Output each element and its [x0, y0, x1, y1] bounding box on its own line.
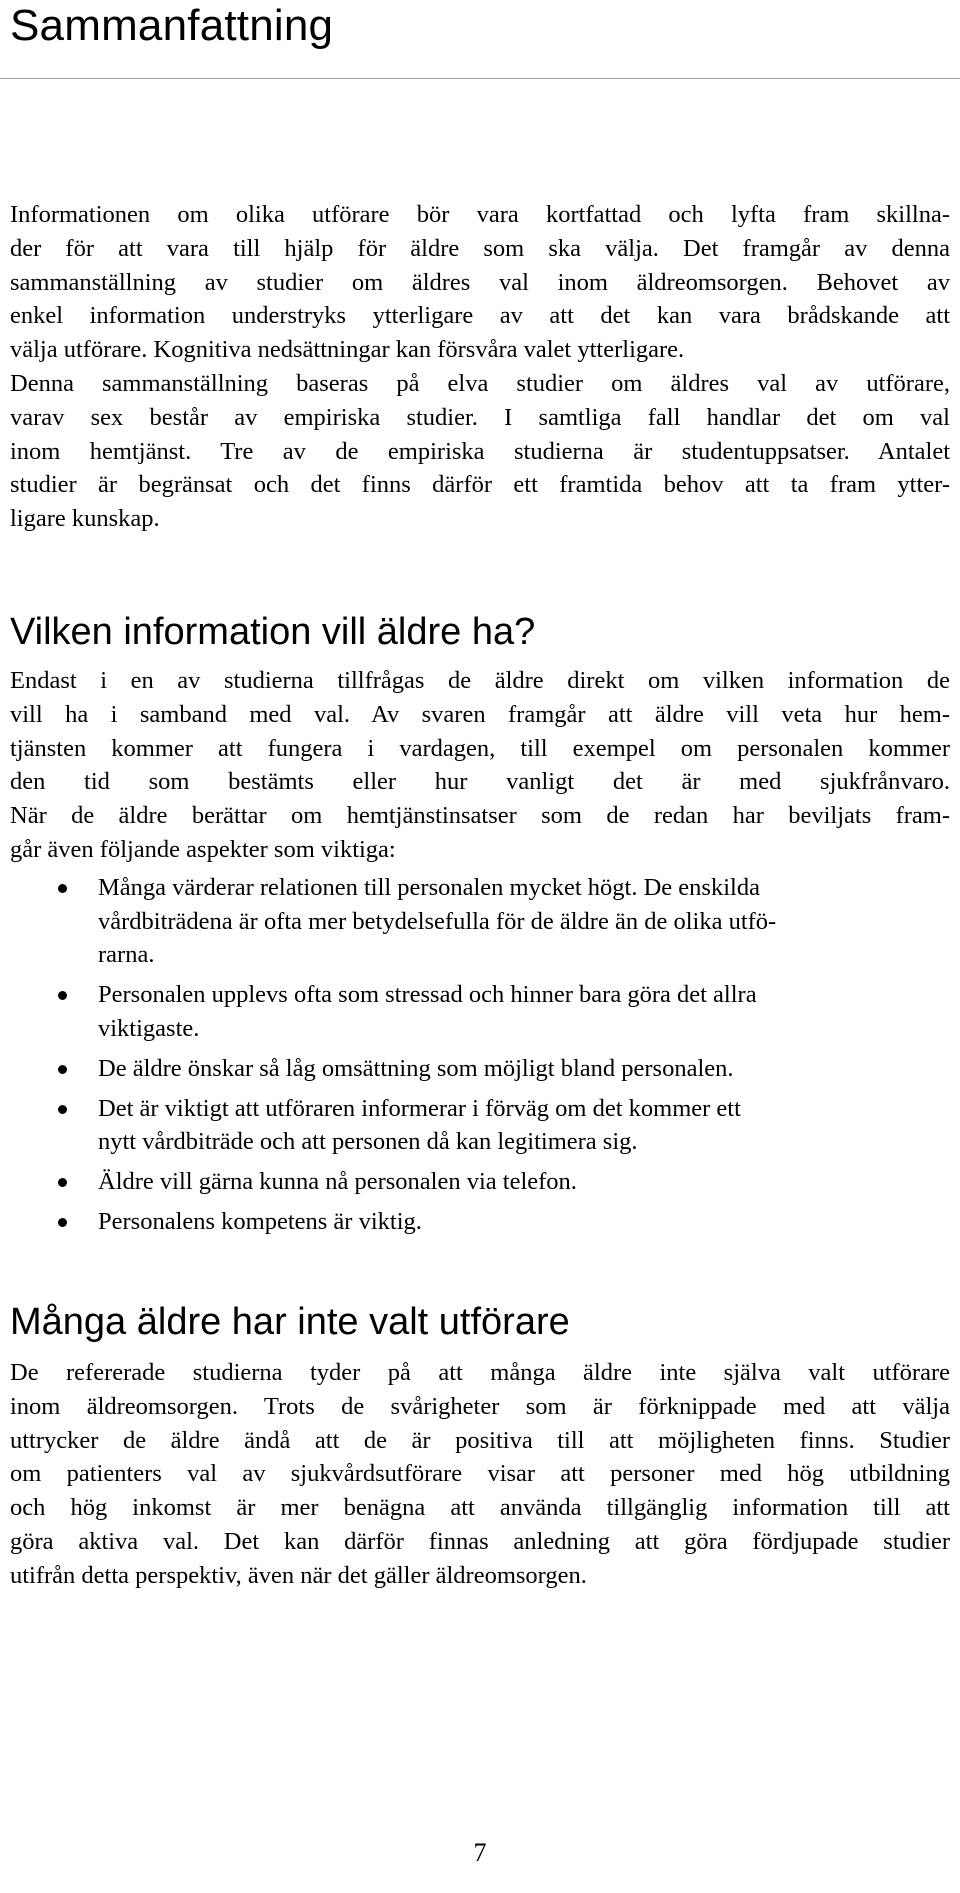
info-line: vill ha i samband med val. Av svaren framgår att äldre vill veta hur hem-	[10, 700, 950, 728]
information-section	[10, 610, 950, 1245]
list-item-line: viktigaste.	[98, 1014, 200, 1042]
list-item-line: nytt vårdbiträde och att personen då kan legitimera sig.	[98, 1128, 638, 1156]
list-item	[10, 978, 950, 1046]
intro-line: studier är begränsat och det finns därför ett framtida behov att ta fram ytter-	[10, 471, 950, 499]
many-line: och hög inkomst är mer benägna att använda tillgänglig information till att	[10, 1494, 950, 1522]
list-item-line: Många värderar relationen till personalen mycket högt. De enskilda	[98, 873, 760, 901]
information-paragraph	[10, 664, 950, 867]
list-item-line: vårdbiträdena är ofta mer betydelsefulla för de äldre än de olika utfö-	[98, 907, 777, 935]
intro-line: enkel information understryks ytterligare av att det kan vara brådskande att	[10, 302, 950, 330]
intro-line: ligare kunskap.	[10, 505, 160, 533]
list-item	[10, 1165, 950, 1199]
list-item-line: Personalen upplevs ofta som stressad och hinner bara göra det allra	[98, 981, 757, 1009]
list-item	[10, 1205, 950, 1239]
list-item-line: Personalens kompetens är viktig.	[98, 1207, 422, 1235]
section-heading-information: Vilken information vill äldre ha?	[10, 611, 536, 653]
list-item-line: De äldre önskar så låg omsättning som möjligt bland personalen.	[98, 1054, 734, 1082]
intro-section	[10, 198, 950, 536]
info-line: När de äldre berättar om hemtjänstinsatser som de redan har beviljats fram-	[10, 802, 950, 830]
page-title: Sammanfattning	[10, 1, 334, 50]
intro-line: varav sex består av empiriska studier. I samtliga fall handlar det om val	[10, 403, 950, 431]
list-item	[10, 1092, 950, 1160]
intro-line: sammanställning av studier om äldres val inom äldreomsorgen. Behovet av	[10, 268, 950, 296]
page-number: 7	[473, 1838, 487, 1867]
many-line: utifrån detta perspektiv, även när det gäller äldreomsorgen.	[10, 1561, 587, 1589]
list-item	[10, 871, 950, 972]
many-line: inom äldreomsorgen. Trots de svårigheter som är förknippade med att välja	[10, 1392, 950, 1420]
bullet-icon	[58, 991, 67, 1000]
intro-line: Denna sammanställning baseras på elva studier om äldres val av utförare,	[10, 369, 950, 397]
many-line: om patienters val av sjukvårdsutförare visar att personer med hög utbildning	[10, 1460, 950, 1488]
section-heading-not-chosen: Många äldre har inte valt utförare	[10, 1301, 570, 1343]
not-chosen-paragraph	[10, 1356, 950, 1593]
info-line: Endast i en av studierna tillfrågas de äldre direkt om vilken information de	[10, 667, 950, 694]
info-line: tjänsten kommer att fungera i vardagen, till exempel om personalen kommer	[10, 734, 950, 762]
many-line: göra aktiva val. Det kan därför finnas anledning att göra fördjupade studier	[10, 1527, 950, 1555]
info-line: går även följande aspekter som viktiga:	[10, 835, 396, 863]
title-divider	[0, 78, 960, 79]
many-line: De refererade studierna tyder på att många äldre inte själva valt utförare	[10, 1359, 950, 1386]
intro-line: inom hemtjänst. Tre av de empiriska studierna är studentuppsatser. Antalet	[10, 437, 950, 465]
bullet-icon	[58, 1178, 67, 1187]
intro-paragraph	[10, 198, 950, 536]
aspects-list	[10, 871, 950, 1239]
bullet-icon	[58, 1218, 67, 1227]
list-item-line: rarna.	[98, 941, 155, 969]
list-item	[10, 1052, 950, 1086]
not-chosen-section	[10, 1300, 950, 1593]
bullet-icon	[58, 884, 67, 893]
list-item-line: Äldre vill gärna kunna nå personalen via telefon.	[98, 1168, 577, 1196]
list-item-line: Det är viktigt att utföraren informerar i förväg om det kommer ett	[98, 1094, 741, 1122]
bullet-icon	[58, 1105, 67, 1114]
document-page	[10, 0, 950, 1893]
intro-line: Informationen om olika utförare bör vara kortfattad och lyfta fram skillna-	[10, 201, 950, 228]
bullet-icon	[58, 1065, 67, 1074]
info-line: den tid som bestämts eller hur vanligt det är med sjukfrånvaro.	[10, 768, 950, 796]
intro-line: der för att vara till hjälp för äldre som ska välja. Det framgår av denna	[10, 234, 950, 262]
intro-line: välja utförare. Kognitiva nedsättningar kan försvåra valet ytterligare.	[10, 336, 685, 364]
many-line: uttrycker de äldre ändå att de är positiva till att möjligheten finns. Studier	[10, 1426, 950, 1454]
